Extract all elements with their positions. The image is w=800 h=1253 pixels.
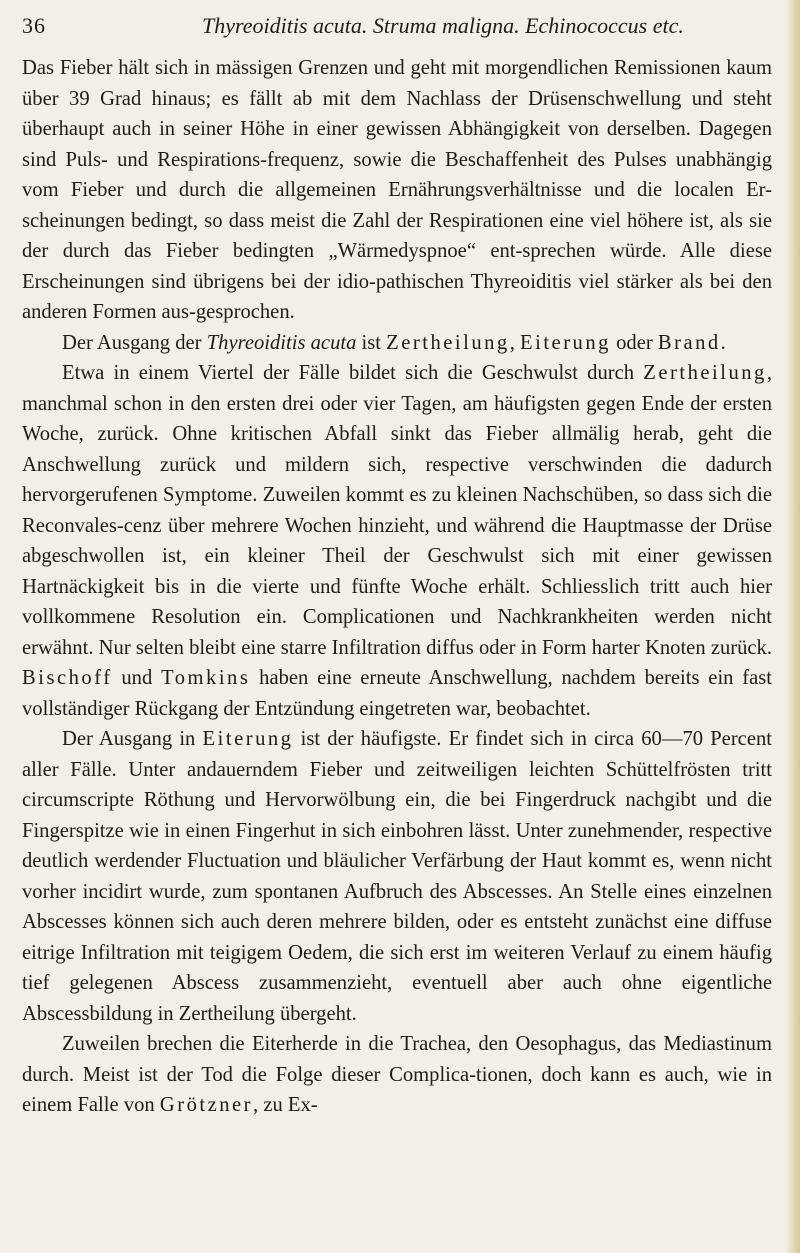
page-header [22,10,762,42]
text-run: Eiterung [520,331,611,354]
text-run: ist [356,331,387,354]
text-run: Zuweilen brechen die Eiterherde in die Trachea, den Oesophagus, das Mediastinum durch. Meist ist der Tod die Folge dieser Complica-tionen, doch kann es auch, wie in einem Falle von [22,1033,772,1116]
text-run: oder [610,331,658,354]
paragraph [22,1029,772,1121]
text-run: , zu Ex- [253,1094,318,1116]
text-run: Tomkins [161,667,251,689]
text-run: Grötzner [159,1094,254,1116]
text-run: ist der häufigste. Er findet sich in circa 60—70 Percent aller Fälle. Unter andauerndem Fieber und zeitweiligen leichten Schüttelfrösten tritt circumscripte Röthung und Hervorwölbung ein, die bei Fingerdruck nachgibt und die Fingerspitze wie in einen Fingerhut in sich einbohren lässt. Unter zunehmender, respective deutlich werdender Fluctuation und bläulicher Verfärbung der Haut kommt es, wenn nicht vorher incidirt wurde, zum spontanen Aufbruch des Abscesses. An Stelle eines einzelnen Abscesses können sich auch deren mehrere bilden, oder es entsteht zunächst eine diffuse eitrige Infiltration mit teigigem Oedem, die sich erst im weiteren Verlauf zu einem häufig tief gelegenen Abscess zusammenzieht, eventuell aber auch ohne eigentliche Abscessbildung in Zertheilung übergeht. [22,728,772,1025]
text-run: haben eine erneute Anschwellung, nachdem bereits ein fast vollständiger Rückgang der Entzündung eingetreten war, beobachtet. [22,667,772,720]
page-number: 36 [22,13,46,38]
text-run: Thyreoiditis acuta [206,331,357,354]
page-edge [786,0,800,1253]
text-run: , [509,331,521,354]
text-run: Das Fieber hält sich in mässigen Grenzen und geht mit morgendlichen Remissionen kaum über 39 Grad hinaus; es fällt ab mit dem Nachlass der Drüsenschwellung und steht überhaupt auch in seiner Höhe in einer gewissen Abhängigkeit von derselben. Dagegen sind Puls- und Respirations-frequenz, sowie die Beschaffenheit des Pulses unabhängig vom Fieber und durch die allgemeinen Ernährungsverhältnisse und die localen Er-scheinungen bedingt, so dass meist die Zahl der Respirationen eine viel höhere ist, als sie der durch das Fieber bedingten „Wärmedyspnoe“ ent-sprechen würde. Alle diese Erscheinungen sind übrigens bei der idio-pathischen Thyreoiditis viel stärker als bei den anderen Formen aus-gesprochen. [22,57,772,323]
text-run: Zertheilung [643,362,767,384]
text-run: Brand [657,331,721,354]
running-title: Thyreoiditis acuta. Struma maligna. Echinococcus etc. [202,13,684,38]
paragraph [22,53,772,328]
text-run: . [720,331,726,354]
text-run: Bischoff [22,667,113,689]
text-run: Etwa in einem Viertel der Fälle bildet sich die Geschwulst durch [62,362,644,384]
text-run: Eiterung [202,728,294,750]
paragraph [22,328,772,359]
text-run: , manchmal schon in den ersten drei oder vier Tagen, am häufigsten gegen Ende der ersten Woche, zurück. Ohne kritischen Abfall sinkt das Fieber allmälig herab, geht die Anschwellung zurück und mildern sich, respective verschwinden die dadurch hervorgerufenen Symptome. Zuweilen kommt es zu kleinen Nachschüben, so dass sich die Reconvales-cenz über mehrere Wochen hinzieht, und während die Hauptmasse der Drüse abgeschwollen ist, ein kleiner Theil der Geschwulst sich mit einer gewissen Hartnäckigkeit bis in die vierte und fünfte Woche erhält. Schliesslich tritt auch hier vollkommene Resolution ein. Complicationen und Nachkrankheiten werden nicht erwähnt. Nur selten bleibt eine starre Infiltration diffus oder in Form harter Knoten zurück. [22,362,772,659]
text-run: und [112,667,162,689]
text-run: Der Ausgang in [62,728,203,750]
text-run: Der Ausgang der [62,331,207,354]
body-text [22,53,772,1121]
text-run: Zertheilung [386,331,510,354]
paragraph [22,358,772,724]
paragraph [22,724,772,1029]
